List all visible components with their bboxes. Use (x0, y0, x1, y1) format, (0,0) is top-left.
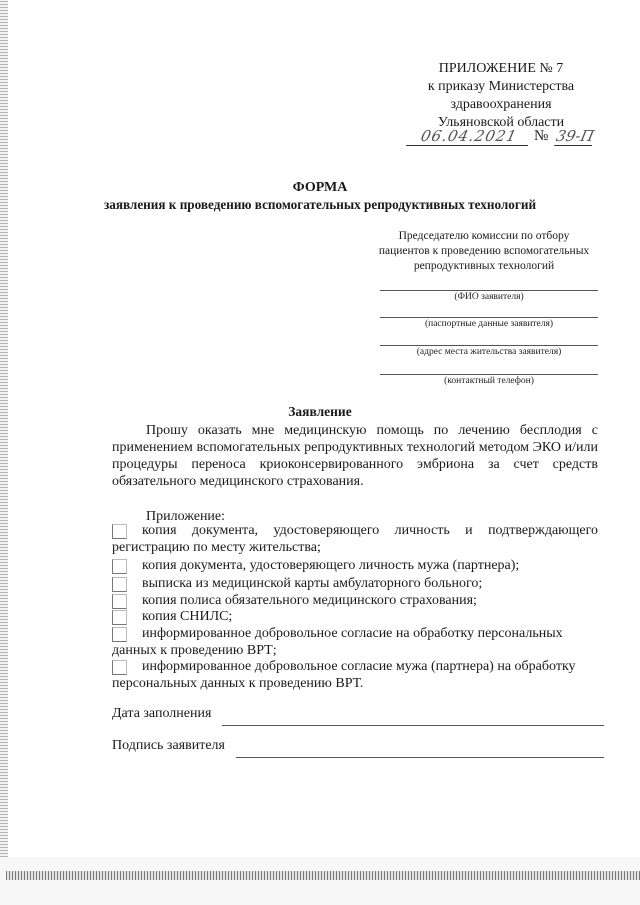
appendix-line: здравоохранения (450, 97, 552, 112)
addressee-line: пациентов к проведению вспомогательных (378, 245, 590, 257)
attachment-text: информированное добровольное согласие на обработку персональных данных к проведению ВРТ; (112, 626, 563, 658)
form-subtitle: заявления к проведению вспомогательных репродуктивных технологий (103, 197, 537, 212)
signature-line[interactable] (236, 757, 604, 758)
attachment-item (112, 522, 598, 556)
order-date: 06.04.2021 (406, 127, 532, 146)
number-sign: № (534, 128, 549, 144)
attachments-heading: Приложение: (146, 509, 226, 524)
statement-body: Прошу оказать мне медицинскую помощь по лечению бесплодия с применением вспомогательных репродуктивных технологий методом ЭКО и/или процедуры переноса криоконсервированного эмбриона за счет средств обязательного медицинского страхования. (112, 423, 598, 489)
attachment-checkbox[interactable] (112, 660, 127, 675)
attachment-checkbox[interactable] (112, 594, 127, 609)
applicant-name-caption: (ФИО заявителя) (454, 292, 524, 302)
addressee-block (372, 229, 596, 274)
attachment-text: копия документа, удостоверяющего личность и подтверждающего регистрацию по месту жительства; (112, 523, 598, 555)
fill-date-row (112, 706, 604, 728)
appendix-line: Ульяновской области (437, 115, 565, 130)
applicant-name-line[interactable] (380, 290, 598, 291)
attachment-text: копия полиса обязательного медицинского страхования; (142, 593, 477, 608)
appendix-label: ПРИЛОЖЕНИЕ № 7 (438, 61, 564, 76)
scan-left-edge (0, 0, 8, 860)
fill-date-line[interactable] (222, 725, 604, 726)
attachment-checkbox[interactable] (112, 524, 127, 539)
appendix-line: к приказу Министерства (427, 79, 575, 94)
attachment-item (112, 625, 598, 659)
addressee-line: репродуктивных технологий (413, 260, 555, 272)
attachment-item (112, 658, 598, 692)
order-reference (404, 127, 594, 153)
phone-line[interactable] (380, 374, 598, 375)
attachment-text: выписка из медицинской карты амбулаторного больного; (142, 576, 483, 591)
attachment-checkbox[interactable] (112, 610, 127, 625)
attachment-item (112, 608, 598, 625)
address-line[interactable] (380, 345, 598, 346)
attachment-text: копия СНИЛС; (142, 609, 233, 624)
attachment-checkbox[interactable] (112, 559, 127, 574)
phone-caption: (контактный телефон) (444, 376, 534, 386)
attachment-text: копия документа, удостоверяющего личность мужа (партнера); (142, 558, 520, 573)
attachment-item (112, 557, 598, 574)
address-caption: (адрес места жительства заявителя) (416, 347, 562, 357)
signature-row (112, 738, 604, 760)
passport-data-line[interactable] (380, 317, 598, 318)
attachment-text: информированное добровольное согласие мужа (партнера) на обработку персональных данных к проведению ВРТ. (112, 659, 576, 691)
fill-date-label: Дата заполнения (112, 706, 212, 721)
scan-bottom-edge (0, 857, 640, 905)
form-title: ФОРМА (292, 180, 348, 195)
order-number: 39-П (554, 127, 596, 145)
statement-heading: Заявление (288, 404, 352, 419)
passport-data-caption: (паспортные данные заявителя) (424, 319, 554, 329)
attachment-item (112, 575, 598, 592)
attachment-checkbox[interactable] (112, 627, 127, 642)
addressee-line: Председателю комиссии по отбору (398, 230, 570, 242)
attachment-checkbox[interactable] (112, 577, 127, 592)
attachment-item (112, 592, 598, 609)
appendix-header (408, 60, 594, 132)
signature-label: Подпись заявителя (112, 738, 225, 753)
